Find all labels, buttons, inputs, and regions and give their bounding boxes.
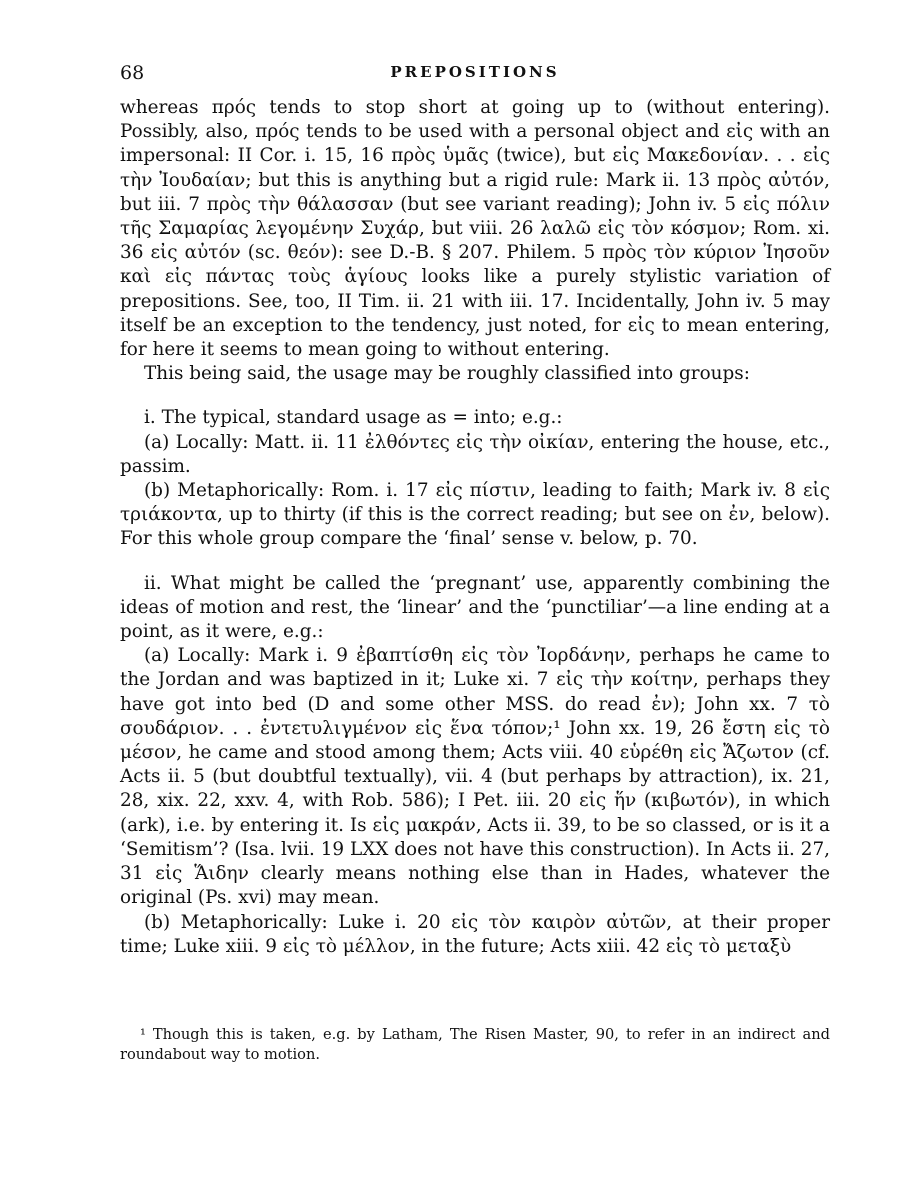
page-number: 68 bbox=[120, 62, 145, 84]
paragraph-group-ii-a: (a) Locally: Mark i. 9 ἐβαπτίσθη εἰς τὸν Ἰορδάνην, perhaps he came to the Jordan and was baptized in it; Luke xi. 7 εἰς τὴν κοίτην, perhaps they have got into bed (D and some other MSS. do read ἐν); John xx. 7 τὸ σουδάριον. . . ἐντετυλιγμένον εἰς ἕνα τόπον;¹ John xx. 19, 26 ἔστη εἰς τὸ μέσον, he came and stood among them; Acts viii. 40 εὑρέθη εἰς Ἄζωτον (cf. Acts ii. 5 (but doubtful textually), vii. 4 (but perhaps by attraction), ix. 21, 28, xix. 22, xxv. 4, with Rob. 586); I Pet. iii. 20 εἰς ἥν (κιβωτόν), in which (ark), i.e. by entering it. Is εἰς μακράν, Acts ii. 39, to be so classed, or is it a ‘Semitism’? (Isa. lvii. 19 LXX does not have this construction). In Acts ii. 27, 31 εἰς Ἅιδην clearly means nothing else than in Hades, whatever the original (Ps. xvi) may mean. bbox=[120, 645, 830, 909]
paragraph-group-i: i. The typical, standard usage as = into; e.g.: bbox=[144, 407, 563, 429]
paragraph-group-ii-b: (b) Metaphorically: Luke i. 20 εἰς τὸν καιρὸν αὐτῶν, at their proper time; Luke xiii. 9 εἰς τὸ μέλλον, in the future; Acts xiii. 42 εἰς τὸ μεταξὺ bbox=[120, 911, 830, 957]
running-head: PREPOSITIONS bbox=[390, 63, 560, 81]
paragraph-group-i-a: (a) Locally: Matt. ii. 11 ἐλθόντες εἰς τὴν οἰκίαν, entering the house, etc., passim. bbox=[120, 431, 830, 477]
paragraph-group-ii: ii. What might be called the ‘pregnant’ use, apparently combining the ideas of motion and rest, the ‘linear’ and the ‘punctiliar’—a line ending at a point, as it were, e.g.: bbox=[120, 572, 830, 643]
paragraph-group-i-b: (b) Metaphorically: Rom. i. 17 εἰς πίστιν, leading to faith; Mark iv. 8 εἰς τριάκοντα, up to thirty (if this is the correct reading; but see on ἐν, below). For this whole group compare the ‘final’ sense v. below, p. 70. bbox=[120, 480, 830, 550]
paragraph-continuation: whereas πρός tends to stop short at going up to (without entering). Possibly, also, πρός tends to be used with a personal object and εἰς with an impersonal: II Cor. i. 15, 16 πρὸς ὑμᾶς (twice), but εἰς Μακεδονίαν. . . εἰς τὴν Ἰουδαίαν; but this is anything but a rigid rule: Mark ii. 13 πρὸς αὐτόν, but iii. 7 πρὸς τὴν θάλασσαν (but see variant reading); John iv. 5 εἰς πόλιν τῆς Σαμαρίας λεγομένην Συχάρ, but viii. 26 λαλῶ εἰς τὸν κόσμον; Rom. xi. 36 εἰς αὐτόν (sc. θεόν): see D.-B. § 207. Philem. 5 πρὸς τὸν κύριον Ἰησοῦν καὶ εἰς πάντας τοὺς ἁγίους looks like a purely stylistic variation of prepositions. See, too, II Tim. ii. 21 with iii. 17. Incidentally, John iv. 5 may itself be an exception to the tendency, just noted, for εἰς to mean entering, for here it seems to mean going to without entering. bbox=[120, 97, 830, 361]
paragraph-classification-intro: This being said, the usage may be roughly classified into groups: bbox=[144, 363, 750, 385]
body-text bbox=[120, 96, 830, 959]
footnote: ¹ Though this is taken, e.g. by Latham, The Risen Master, 90, to refer in an indirect and roundabout way to motion. bbox=[120, 1025, 830, 1063]
page-header bbox=[120, 62, 830, 86]
